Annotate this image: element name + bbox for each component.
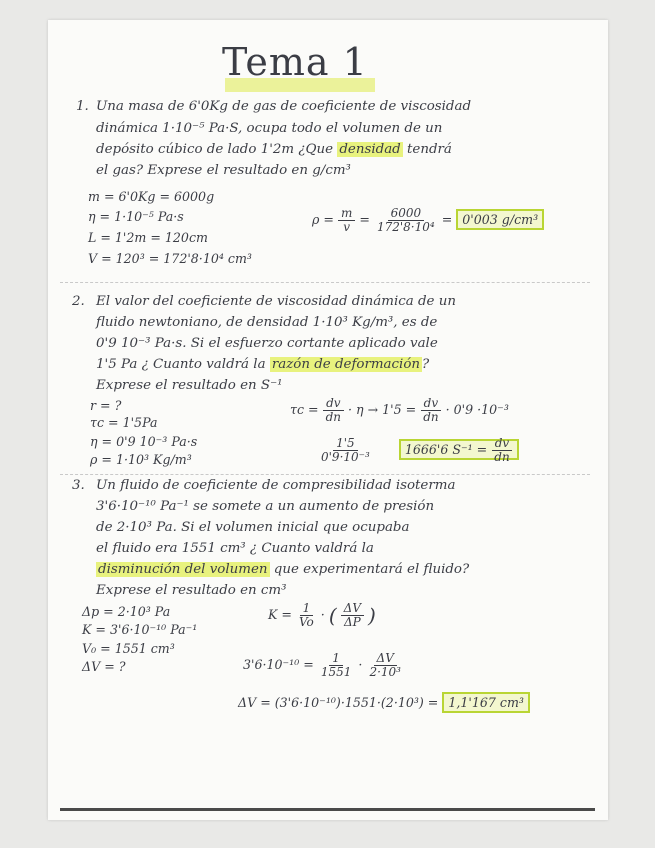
problem-3-substitution-lhs: 3'6·10⁻¹⁰ = (243, 657, 314, 672)
fraction-numerator: dv (323, 397, 343, 411)
problem-1-line-3-tail: tendrá (407, 142, 452, 157)
problem-3-result-box: 1,1'167 cm³ (442, 692, 530, 713)
fraction-numerator: m (338, 207, 355, 221)
fraction-numerator: 1'5 (333, 437, 358, 451)
problem-1-line-4: el gas? Exprese el resultado en g/cm³ (96, 163, 351, 178)
problem-1-result-box: 0'003 g/cm³ (456, 209, 544, 230)
problem-3-line-6: Exprese el resultado en cm³ (96, 583, 287, 598)
problem-2-line-3: 0'9 10⁻³ Pa·s. Si el esfuerzo cortante aplicado vale (96, 336, 438, 351)
problem-2-formula-mid: · η → 1'5 = (348, 402, 417, 417)
problem-2-data-density: ρ = 1·10³ Kg/m³ (90, 452, 192, 467)
problem-2-result-value: 1666'6 S⁻¹ = (404, 442, 488, 457)
fraction-denominator: dn (494, 450, 510, 464)
problem-2-data-shear: τc = 1'5Pa (90, 415, 158, 430)
problem-3-fraction-dv-pressure (366, 652, 404, 679)
problem-2-line-5: Exprese el resultado en S⁻¹ (96, 378, 283, 393)
problem-2-data-viscosity: η = 0'9 10⁻³ Pa·s (90, 434, 198, 449)
problem-1-fraction-m-v (338, 207, 355, 234)
problem-2-number: 2. (72, 294, 85, 309)
problem-3-final-expression: ΔV = (3'6·10⁻¹⁰)·1551·(2·10³) = (238, 695, 439, 710)
problem-2-formula-lhs: τc = (290, 402, 319, 417)
problem-3-fraction-dv-dp (341, 602, 364, 629)
fraction-denominator: 172'8·10⁴ (376, 220, 435, 234)
multiply-sign: · (358, 657, 363, 672)
problem-2-fraction-calculation (318, 437, 373, 464)
equals-sign: = (441, 212, 453, 227)
problem-1-line-2: dinámica 1·10⁻⁵ Pa·S, ocupa todo el volumen de un (96, 121, 443, 136)
problem-3-highlight-volume-decrease: disminución del volumen (98, 562, 268, 577)
problem-1-fraction-values (374, 207, 438, 234)
fraction-numerator: ΔV (374, 652, 397, 666)
problem-3-data-volume-change: ΔV = ? (82, 659, 126, 674)
problem-2-data-rate: r = ? (90, 398, 122, 413)
problem-2-line-2: fluido newtoniano, de densidad 1·10³ Kg/m³, es de (96, 315, 438, 330)
fraction-denominator: v (343, 220, 351, 234)
fraction-denominator: dn (325, 410, 342, 424)
problem-3-fraction-1-vo (296, 602, 317, 629)
fraction-numerator: 1 (300, 602, 314, 616)
problem-1-line-3 (96, 142, 452, 157)
problem-3-line-2: 3'6·10⁻¹⁰ Pa⁻¹ se somete a un aumento de presión (96, 499, 435, 514)
fraction-numerator: 1 (329, 652, 343, 666)
page-title: Tema 1 (222, 40, 368, 84)
section-divider (60, 474, 590, 475)
problem-3-formula (268, 602, 376, 629)
fraction-denominator: Vo (298, 615, 314, 629)
problem-1-formula (312, 207, 544, 234)
problem-3-number: 3. (72, 478, 85, 493)
problem-3-line-5 (96, 562, 469, 577)
problem-2-formula (290, 397, 509, 424)
problem-2-result-line (318, 437, 519, 464)
fraction-denominator: 0'9·10⁻³ (321, 450, 370, 464)
problem-3-line-3: de 2·10³ Pa. Si el volumen inicial que ocupaba (96, 520, 410, 535)
equals-sign: = (359, 212, 370, 227)
paren-open: ( (328, 603, 337, 628)
question-mark: ? (422, 357, 430, 372)
problem-3-line-4: el fluido era 1551 cm³ ¿ Cuanto valdrá la (96, 541, 374, 556)
problem-1-formula-lhs: ρ = (312, 212, 334, 227)
problem-2-result-box (399, 436, 519, 464)
page-bottom-edge (60, 808, 595, 811)
fraction-numerator: dv (421, 397, 441, 411)
paren-close: ) (368, 603, 376, 628)
problem-3-line-5-text: que experimentará el fluido? (273, 562, 470, 577)
problem-1-line-3-text: depósito cúbico de lado 1'2m ¿Que (96, 142, 334, 157)
fraction-numerator: 6000 (388, 207, 425, 221)
problem-2-fraction-dv-dn (323, 397, 344, 424)
fraction-denominator: 1551 (320, 665, 352, 679)
problem-1-highlight-density: densidad (339, 142, 401, 157)
problem-3-data-compressibility: K = 3'6·10⁻¹⁰ Pa⁻¹ (82, 622, 198, 637)
problem-3-data-pressure: Δp = 2·10³ Pa (82, 604, 171, 619)
problem-1-data-volume: V = 120³ = 172'8·10⁴ cm³ (88, 251, 252, 266)
fraction-denominator: ΔP (343, 615, 361, 629)
problem-3-fraction-1-1551 (318, 652, 355, 679)
problem-3-final (238, 695, 530, 710)
problem-3-data-initial-volume: V₀ = 1551 cm³ (82, 641, 175, 656)
problem-1-data-mass: m = 6'0Kg = 6000g (88, 189, 215, 204)
problem-2-line-4-text: 1'5 Pa ¿ Cuanto valdrá la (96, 357, 266, 372)
problem-2-highlight-deformation-rate: razón de deformación (271, 357, 421, 372)
fraction-denominator: dn (423, 410, 439, 424)
problem-2-formula-tail: · 0'9 ·10⁻³ (445, 402, 509, 417)
multiply-sign: · (320, 607, 325, 622)
problem-2-line-4 (96, 357, 429, 372)
problem-3-line-1: Un fluido de coeficiente de compresibilidad isoterma (96, 478, 456, 493)
problem-3-formula-lhs: K = (268, 607, 292, 622)
problem-1-data-side: L = 1'2m = 120cm (88, 230, 208, 245)
problem-2-fraction-dv-dn-2 (420, 397, 441, 424)
fraction-numerator: ΔV (341, 602, 364, 616)
problem-1-data-viscosity: η = 1·10⁻⁵ Pa·s (88, 209, 184, 224)
fraction-numerator: dv (492, 437, 512, 451)
problem-2-fraction-dv-dn-result (491, 437, 512, 464)
problem-1-line-1: Una masa de 6'0Kg de gas de coeficiente de viscosidad (96, 99, 472, 114)
problem-3-substitution (243, 652, 404, 679)
section-divider (60, 282, 590, 283)
problem-1-number: 1. (76, 99, 89, 114)
fraction-denominator: 2·10³ (369, 665, 401, 679)
problem-2-line-1: El valor del coeficiente de viscosidad dinámica de un (96, 294, 456, 309)
